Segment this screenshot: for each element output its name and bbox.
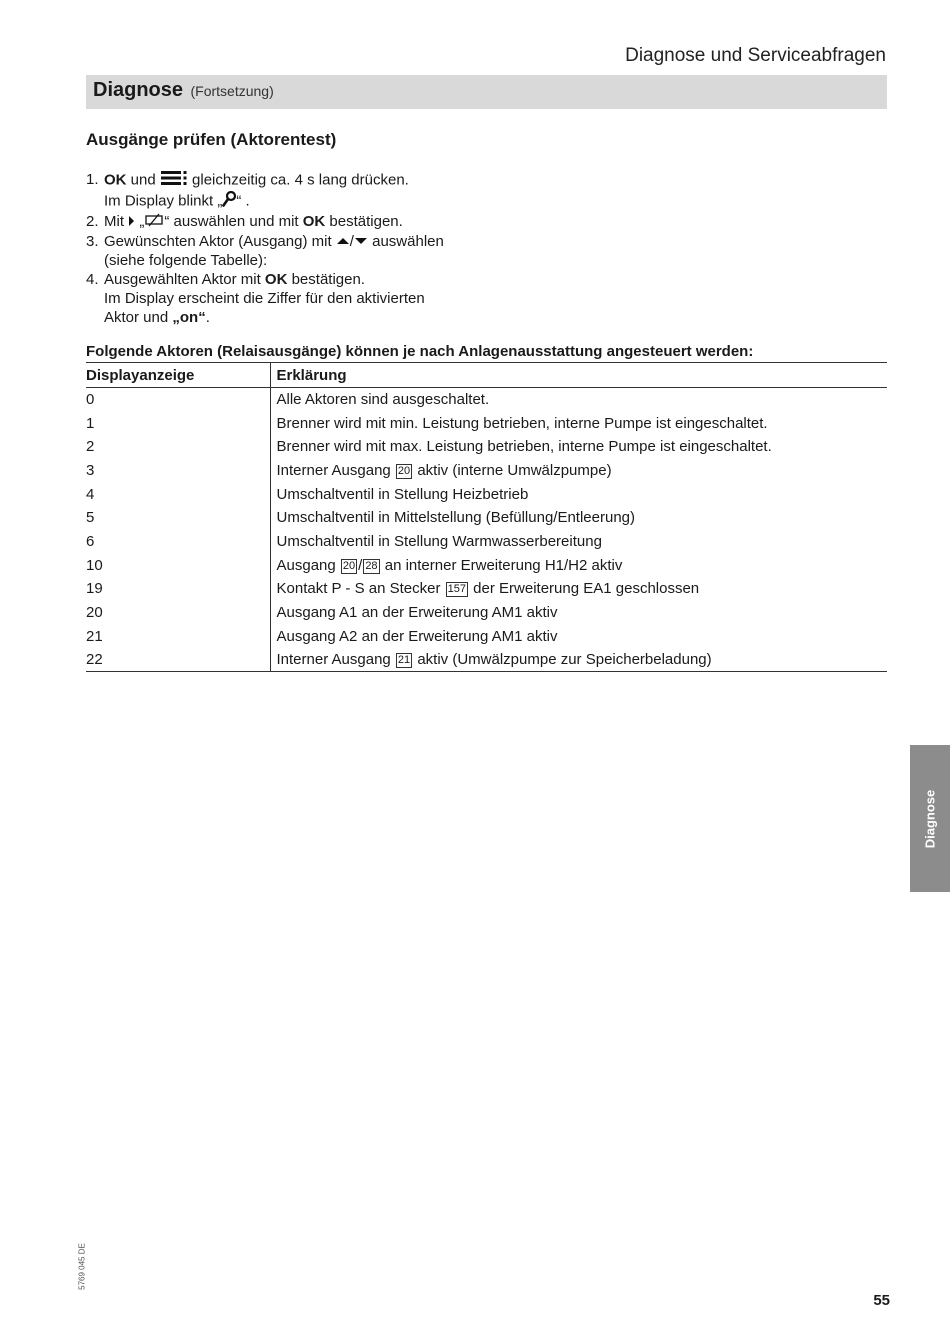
table-title: Folgende Aktoren (Relaisausgänge) können je nach Anlagenausstattung angesteuert werden: (86, 343, 754, 360)
step-number: 4. (86, 271, 99, 289)
actuator-table (86, 362, 887, 672)
step-text: “ . (236, 192, 250, 210)
arrow-up-icon (336, 232, 350, 251)
display-code: 10 (86, 556, 103, 574)
terminal-number-box: 20 (342, 559, 356, 572)
explanation-text: Kontakt P - S an Stecker (276, 580, 445, 598)
instruction-steps (86, 170, 646, 327)
ok-key-label: OK (302, 213, 326, 230)
step-4 (86, 270, 646, 327)
on-label: „on“ (172, 309, 206, 327)
explanation: Ausgang A2 an der Erweiterung AM1 aktiv (270, 624, 887, 648)
table-row (86, 530, 887, 554)
explanation-text: aktiv (Umwälzpumpe zur Speicherbeladung) (413, 651, 712, 669)
section-title-bar (86, 75, 887, 109)
display-code: 19 (86, 580, 103, 598)
explanation: Ausgang A1 an der Erweiterung AM1 aktiv (270, 601, 887, 625)
page-heading: Ausgänge prüfen (Aktorentest) (86, 130, 337, 149)
step-text: Gewünschten Aktor (Ausgang) mit (104, 232, 336, 250)
column-header-display: Displayanzeige (86, 363, 270, 388)
table-row (86, 624, 887, 648)
explanation: Brenner wird mit max. Leistung betrieben, interne Pumpe ist eingeschaltet. (270, 435, 887, 459)
step-text: bestätigen. (287, 271, 365, 289)
explanation-text: / (358, 556, 363, 574)
explanation-text: Ausgang (276, 556, 340, 574)
step-number: 1. (86, 171, 99, 188)
explanation-text: aktiv (interne Umwälzpumpe) (413, 461, 612, 479)
display-code: 4 (86, 485, 95, 503)
step-2 (86, 212, 646, 232)
display-code: 6 (86, 532, 95, 550)
display-code: 0 (86, 391, 95, 409)
table-row (86, 506, 887, 530)
explanation (270, 648, 887, 672)
display-code: 21 (86, 627, 103, 645)
step-text: / (349, 232, 354, 250)
table-row (86, 435, 887, 459)
section-title: Diagnose (93, 79, 184, 101)
actuator-test-icon (144, 213, 164, 232)
ok-key-label: OK (264, 271, 288, 289)
step-3 (86, 232, 646, 271)
step-number: 3. (86, 232, 99, 250)
step-text: gleichzeitig ca. 4 s lang drücken. (187, 171, 409, 189)
document-code: 5769 045 DE (77, 1243, 87, 1290)
arrow-down-icon (354, 232, 368, 251)
step-1 (86, 170, 646, 212)
step-text: auswählen (367, 232, 444, 250)
table-row (86, 411, 887, 435)
explanation (270, 459, 887, 483)
explanation-text: der Erweiterung EA1 geschlossen (469, 580, 700, 598)
chapter-tab[interactable] (910, 745, 950, 892)
display-code: 22 (86, 648, 270, 672)
table-row (86, 553, 887, 577)
display-code: 20 (86, 604, 103, 622)
running-header: Diagnose und Serviceabfragen (625, 45, 886, 66)
step-text: und (126, 171, 160, 189)
table-row (86, 601, 887, 625)
display-code: 3 (86, 461, 95, 479)
explanation-text: an interner Erweiterung H1/H2 aktiv (380, 556, 623, 574)
explanation (270, 553, 887, 577)
explanation: Brenner wird mit min. Leistung betrieben, interne Pumpe ist eingeschaltet. (270, 411, 887, 435)
explanation: Alle Aktoren sind ausgeschaltet. (270, 388, 887, 412)
step-text: Mit (104, 213, 129, 230)
terminal-number-box: 20 (397, 464, 411, 477)
table-row (86, 459, 887, 483)
step-text: Im Display blinkt „ (104, 192, 223, 210)
step-text: Im Display erscheint die Ziffer für den aktivierten (104, 290, 425, 308)
table-header-row (86, 363, 887, 388)
table-row (86, 577, 887, 601)
menu-icon (160, 170, 188, 191)
step-text: bestätigen. (325, 213, 403, 230)
table-row (86, 388, 887, 412)
page-number: 55 (873, 1292, 890, 1309)
chapter-tab-label: Diagnose (922, 789, 938, 848)
step-text: Aktor und (104, 309, 173, 327)
display-code: 2 (86, 438, 95, 456)
explanation: Umschaltventil in Stellung Heizbetrieb (270, 482, 887, 506)
step-text: „ (135, 213, 145, 230)
step-number: 2. (86, 213, 99, 230)
table-row (86, 648, 887, 672)
explanation-text: Interner Ausgang (276, 461, 395, 479)
table-row (86, 482, 887, 506)
wrench-icon (222, 191, 236, 212)
step-text: . (205, 309, 210, 327)
explanation: Umschaltventil in Stellung Warmwasserbereitung (270, 530, 887, 554)
explanation (270, 577, 887, 601)
display-code: 5 (86, 509, 95, 527)
section-subtitle: (Fortsetzung) (190, 83, 274, 99)
terminal-number-box: 157 (447, 583, 467, 596)
step-text: (siehe folgende Tabelle): (104, 252, 268, 270)
ok-key-label: OK (104, 171, 127, 189)
explanation-text: Interner Ausgang (276, 651, 395, 669)
terminal-number-box: 21 (397, 654, 411, 667)
step-text: “ auswählen und mit (164, 213, 303, 230)
explanation: Umschaltventil in Mittelstellung (Befüllung/Entleerung) (270, 506, 887, 530)
step-text: Ausgewählten Aktor mit (104, 271, 265, 289)
terminal-number-box: 28 (365, 559, 378, 572)
column-header-explanation: Erklärung (270, 363, 887, 388)
display-code: 1 (86, 414, 95, 432)
